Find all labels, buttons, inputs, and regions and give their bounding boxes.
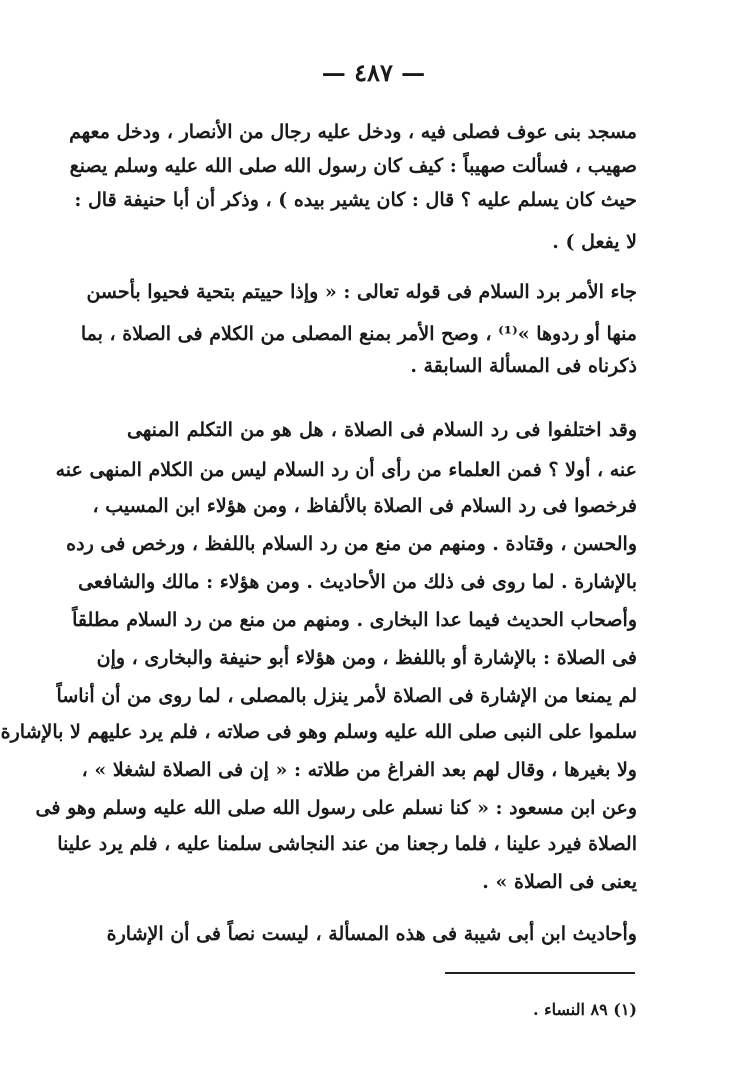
- text-line: وعن ابن مسعود : « كنا نسلم على رسول الله صلى الله عليه وسلم وهو فى: [35, 797, 637, 819]
- footnote: (١) ٨٩ النساء .: [532, 1000, 637, 1019]
- text-line: لم يمنعا من الإشارة فى الصلاة لأمر ينزل بالمصلى ، لما روى من أن أناساً: [56, 685, 637, 707]
- footnote-divider: [445, 972, 635, 974]
- text-line: منها أو ردوها »⁽¹⁾ ، وصح الأمر بمنع المصلى من الكلام فى الصلاة ، بما: [80, 323, 637, 345]
- text-line: يعنى فى الصلاة » .: [482, 871, 637, 893]
- text-line: سلموا على النبى صلى الله عليه وسلم وهو فى صلاته ، فلم يرد عليهم لا بالإشارة: [0, 721, 637, 743]
- text-line: مسجد بنى عوف فصلى فيه ، ودخل عليه رجال من الأنصار ، ودخل معهم: [69, 121, 637, 143]
- text-line: جاء الأمر برد السلام فى قوله تعالى : « وإذا حييتم بتحية فحيوا بأحسن: [86, 281, 637, 303]
- text-line: وأحاديث ابن أبى شيبة فى هذه المسألة ، ليست نصاً فى أن الإشارة: [106, 923, 637, 945]
- text-line: صهيب ، فسألت صهيباً : كيف كان رسول الله صلى الله عليه وسلم يصنع: [69, 155, 637, 177]
- text-line: والحسن ، وقتادة . ومنهم من منع من رد السلام باللفظ ، ورخص فى رده: [66, 533, 637, 555]
- text-line: حيث كان يسلم عليه ؟ قال : كان يشير بيده ) ، وذكر أن أبا حنيفة قال :: [74, 189, 637, 211]
- text-line: فى الصلاة : بالإشارة أو باللفظ ، ومن هؤلاء أبو حنيفة والبخارى ، وإن: [96, 647, 637, 669]
- text-line: ولا بغيرها ، وقال لهم بعد الفراغ من طلاته : « إن فى الصلاة لشغلا » ،: [81, 759, 637, 781]
- text-line: لا يفعل ) .: [552, 231, 637, 253]
- text-line: الصلاة فيرد علينا ، فلما رجعنا من عند النجاشى سلمنا عليه ، فلم يرد علينا: [57, 833, 637, 855]
- text-line: وقد اختلفوا فى رد السلام فى الصلاة ، هل هو من التكلم المنهى: [127, 419, 637, 441]
- text-line: وأصحاب الحديث فيما عدا البخارى . ومنهم من منع من رد السلام مطلقاً: [72, 609, 637, 631]
- text-line: ذكرناه فى المسألة السابقة .: [410, 355, 637, 377]
- text-line: عنه ، أولا ؟ فمن العلماء من رأى أن رد السلام ليس من الكلام المنهى عنه: [55, 459, 637, 481]
- page-number: — ٤٨٧ —: [321, 58, 426, 87]
- text-line: بالإشارة . لما روى فى ذلك من الأحاديث . ومن هؤلاء : مالك والشافعى: [78, 571, 637, 593]
- text-line: فرخصوا فى رد السلام فى الصلاة بالألفاظ ، ومن هؤلاء ابن المسيب ،: [92, 495, 637, 517]
